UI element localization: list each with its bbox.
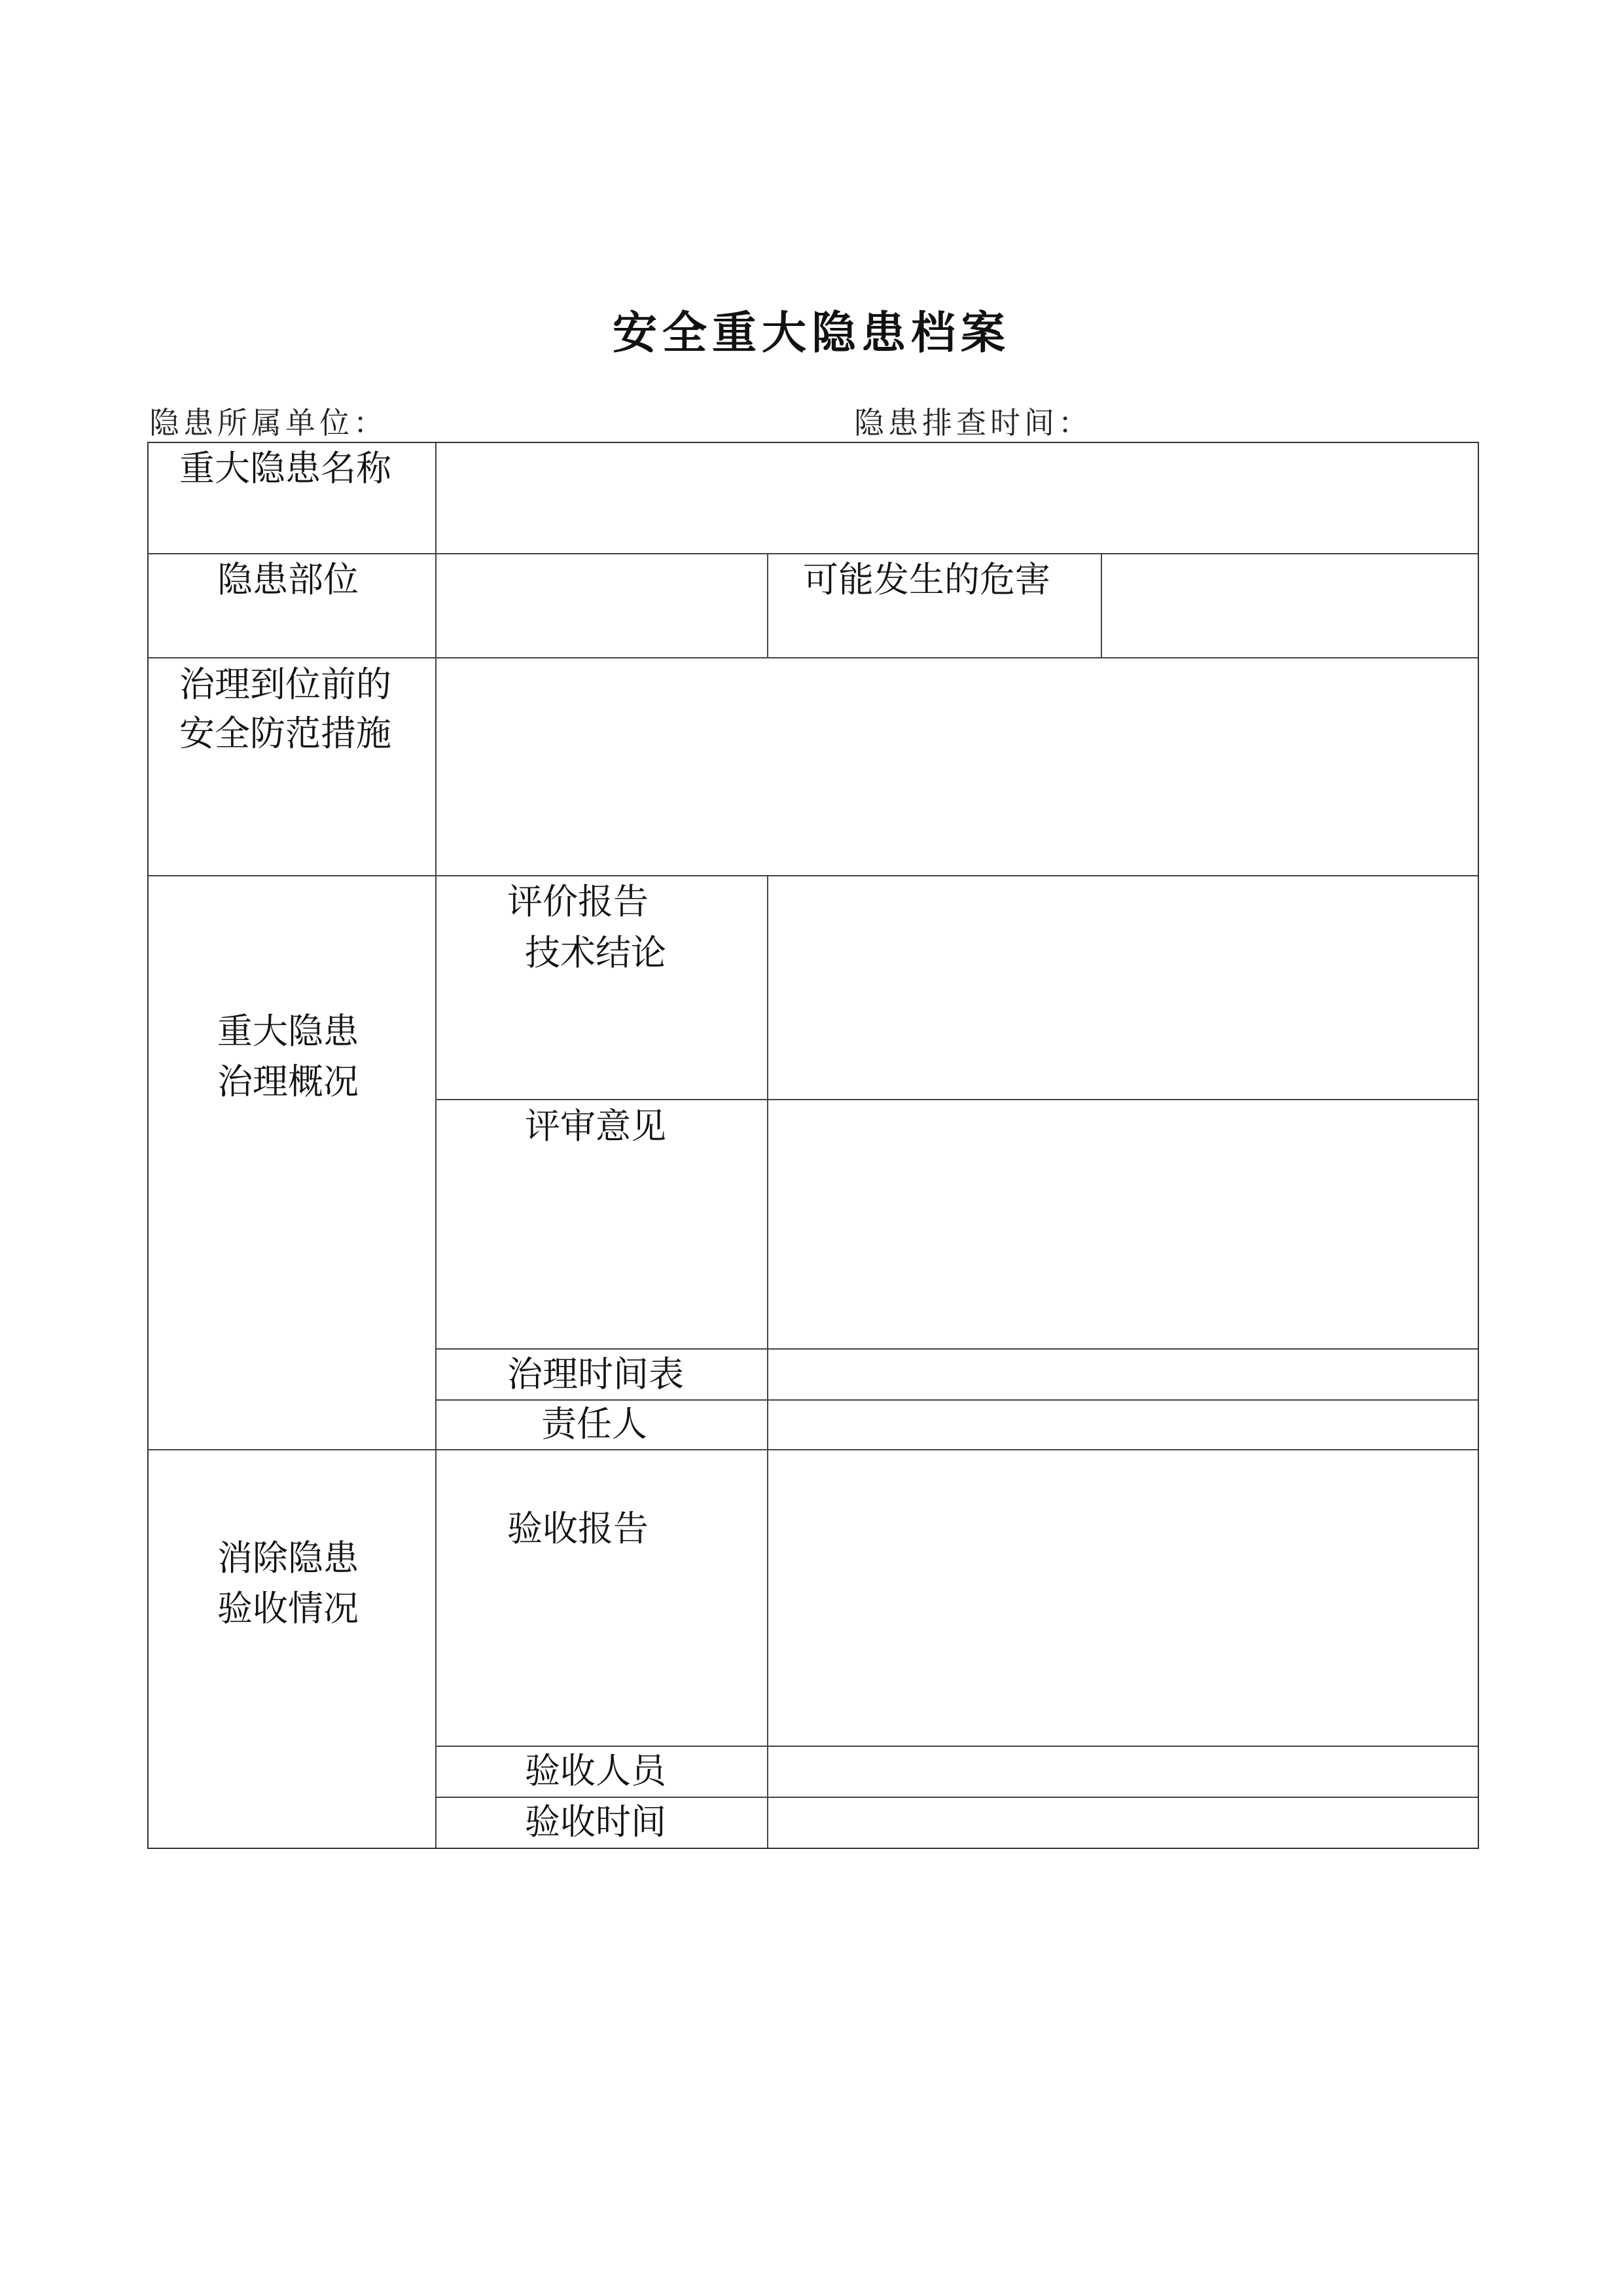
responsible-person-label: 责任人 <box>541 1403 647 1444</box>
safety-measures-label-line2: 安全防范措施 <box>179 713 391 754</box>
acceptance-time-label: 验收时间 <box>525 1801 666 1842</box>
acceptance-report-label: 验收报告 <box>507 1508 649 1549</box>
review-opinion-label: 评审意见 <box>525 1105 666 1147</box>
hazard-record-form <box>147 442 1479 1849</box>
possible-harm-value-cell[interactable] <box>1102 554 1478 657</box>
safety-measures-value-cell[interactable] <box>437 658 1478 875</box>
page-title: 安全重大隐患档案 <box>612 307 1010 359</box>
governance-overview-label-line2: 治理概况 <box>217 1061 359 1102</box>
review-opinion-value-cell[interactable] <box>768 1100 1478 1348</box>
hazard-location-value-cell[interactable] <box>437 554 767 657</box>
acceptance-status-label-line1: 消除隐患 <box>217 1537 359 1579</box>
safety-measures-label-line1: 治理到位前的 <box>179 664 391 705</box>
evaluation-report-value-cell[interactable] <box>768 876 1478 1099</box>
evaluation-report-label-line2: 技术结论 <box>525 932 666 973</box>
hazard-name-label: 重大隐患名称 <box>179 448 391 489</box>
hazard-location-label: 隐患部位 <box>217 559 359 600</box>
acceptance-staff-label: 验收人员 <box>525 1750 666 1791</box>
responsible-person-value-cell[interactable] <box>768 1401 1478 1449</box>
hazard-unit-label: 隐患所属单位： <box>149 405 387 440</box>
acceptance-staff-value-cell[interactable] <box>768 1747 1478 1797</box>
column-divider <box>767 553 768 657</box>
acceptance-report-value-cell[interactable] <box>768 1450 1478 1746</box>
acceptance-status-label-line2: 验收情况 <box>217 1588 359 1629</box>
schedule-value-cell[interactable] <box>768 1350 1478 1399</box>
governance-overview-label-line1: 重大隐患 <box>217 1011 359 1052</box>
evaluation-report-label-line1: 评价报告 <box>507 881 649 922</box>
hazard-name-value-cell[interactable] <box>437 443 1478 553</box>
inspection-time-label: 隐患排查时间： <box>854 405 1092 440</box>
schedule-label: 治理时间表 <box>507 1354 684 1395</box>
acceptance-time-value-cell[interactable] <box>768 1798 1478 1848</box>
possible-harm-label: 可能发生的危害 <box>803 559 1050 600</box>
